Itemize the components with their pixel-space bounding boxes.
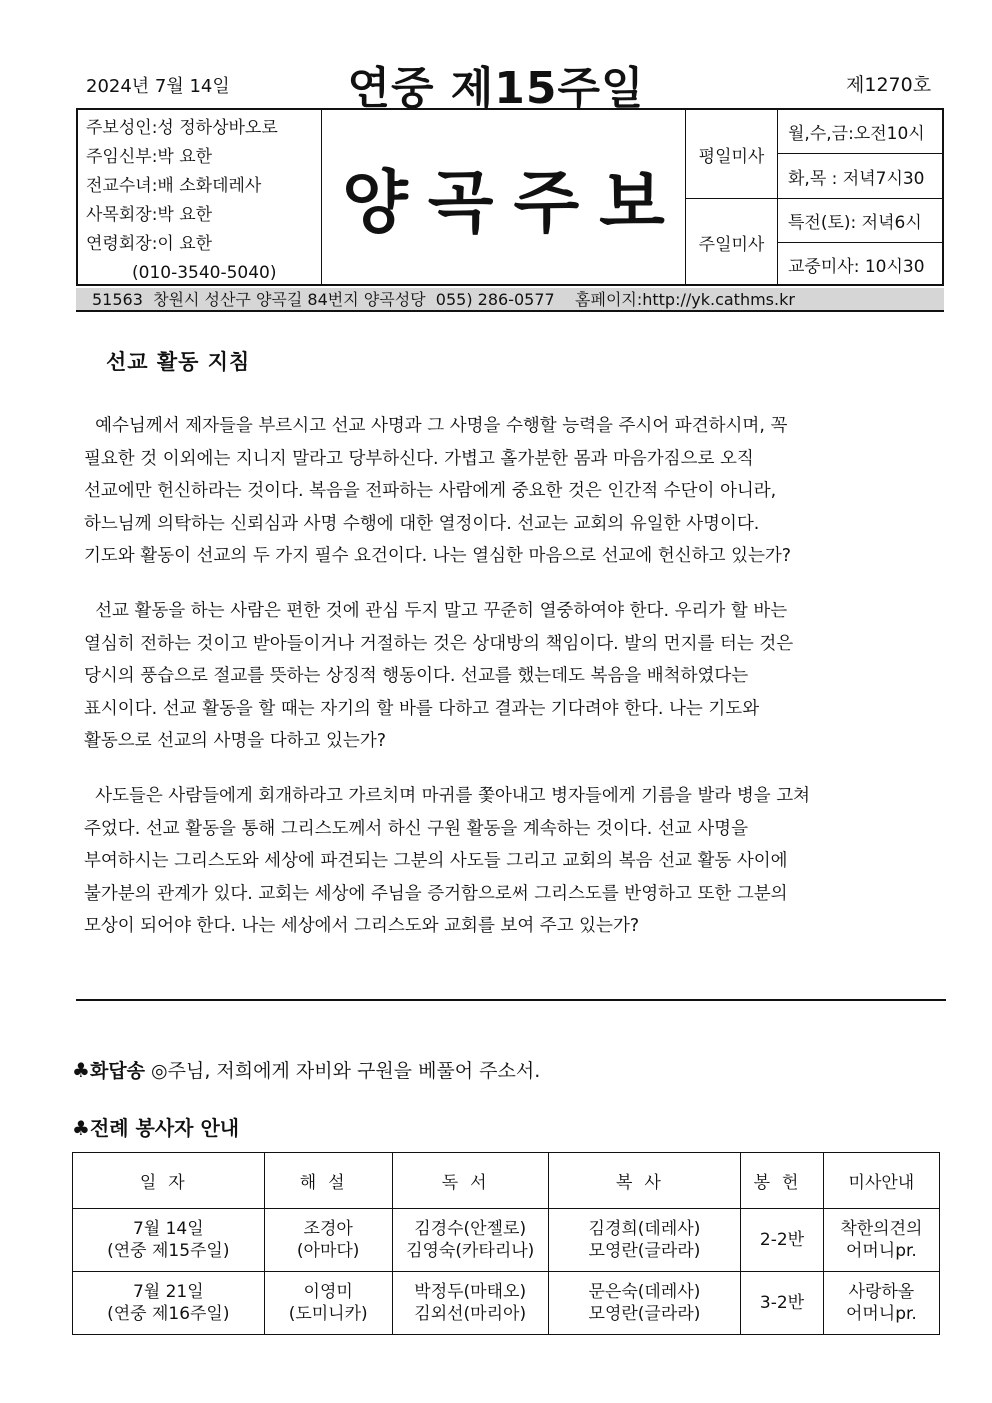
address-bar: 51563 창원시 성산구 양곡길 84번지 양곡성당 055) 286-0577 홈페이지:http://yk.cathms.kr [76,288,944,312]
paragraph-line: 활동으로 선교의 사명을 다하고 있는가? [84,731,387,751]
article-paragraph [84,410,944,573]
article-paragraph [84,595,944,758]
cell-date: 7월 21일 (연중 제16주일) [73,1272,265,1335]
responsorial-label: 화답송 [89,1060,145,1082]
bulletin-name: 양곡주보 [322,110,686,284]
responsorial-text: ◎주님, 저희에게 자비와 구원을 베풀어 주소서. [145,1060,541,1082]
table-row [73,1209,940,1272]
paragraph-line: 선교에만 헌신하라는 것이다. 복음을 전파하는 사람에게 중요한 것은 인간적 수단이 아니라, [84,481,777,501]
article-paragraph [84,780,944,943]
paragraph-line: 하느님께 의탁하는 신뢰심과 사명 수행에 대한 열정이다. 선교는 교회의 유일한 사명이다. [84,513,760,534]
staff-item: 전교수녀:배 소화데레사 [86,176,262,196]
cell-servers: 김경희(데레사) 모영란(글라라) [548,1209,741,1272]
sunday-mass-label: 주일미사 [686,199,778,286]
column-header: 미사안내 [823,1153,939,1209]
club-icon: ♣ [72,1116,90,1140]
staff-item: 연령회장:이 요한 [86,234,213,254]
staff-item: 주임신부:박 요한 [86,147,213,167]
paragraph-line: 예수님께서 제자들을 부르시고 선교 사명과 그 사명을 수행할 능력을 주시어 파견하시며, 꼭 [84,416,788,436]
table-row [73,1272,940,1335]
cell-readers: 박정두(마태오) 김외선(마리아) [392,1272,548,1335]
mass-time: 교중미사: 10시30 [788,257,925,277]
column-header: 일자 [73,1153,265,1209]
article-title: 선교 활동 지침 [106,350,251,374]
paragraph-line: 당시의 풍습으로 절교를 뜻하는 상징적 행동이다. 선교를 했는데도 복음을 배척하였다는 [84,666,749,686]
cell-commentator: 이영미 (도미니카) [264,1272,392,1335]
staff-item: 사목회장:박 요한 [86,205,213,225]
cell-commentator: 조경아 (아마다) [264,1209,392,1272]
cell-offertory: 2-2반 [741,1209,824,1272]
issue-date: 2024년 7월 14일 [86,76,230,97]
club-icon: ♣ [72,1058,90,1082]
column-header: 해설 [264,1153,392,1209]
responsorial-psalm [72,1056,540,1083]
staff-list [78,110,322,284]
roster-heading [72,1112,239,1141]
paragraph-line: 필요한 것 이외에는 지니지 말라고 당부하신다. 가볍고 홀가분한 몸과 마음가짐으로 오직 [84,448,754,469]
masthead [76,108,944,286]
cell-usher: 사랑하올 어머니pr. [823,1272,939,1335]
issue-number: 제1270호 [846,74,932,96]
column-header: 독서 [392,1153,548,1209]
table-header-row [73,1153,940,1209]
paragraph-line: 선교 활동을 하는 사람은 편한 것에 관심 두지 말고 꾸준히 열중하여야 한다. 우리가 할 바는 [84,601,788,621]
column-header: 봉헌 [741,1153,824,1209]
paragraph-line: 사도들은 사람들에게 회개하라고 가르치며 마귀를 쫓아내고 병자들에게 기름을 발라 병을 고쳐 [84,786,811,806]
paragraph-line: 주었다. 선교 활동을 통해 그리스도께서 하신 구원 활동을 계속하는 것이다. 선교 사명을 [84,818,748,839]
cell-usher: 착한의견의 어머니pr. [823,1209,939,1272]
paragraph-line: 기도와 활동이 선교의 두 가지 필수 요건이다. 나는 열심한 마음으로 선교에 헌신하고 있는가? [84,546,792,566]
weekday-mass-label: 평일미사 [686,110,778,199]
column-header: 복사 [548,1153,741,1209]
paragraph-line: 불가분의 관계가 있다. 교회는 세상에 주님을 증거함으로써 그리스도를 반영하고 또한 그분의 [84,883,788,904]
cell-servers: 문은숙(데레사) 모영란(글라라) [548,1272,741,1335]
cell-date: 7월 14일 (연중 제15주일) [73,1209,265,1272]
roster-title: 전례 봉사자 안내 [89,1116,240,1140]
mass-time: 월,수,금:오전10시 [778,110,944,154]
section-divider [76,999,946,1001]
mass-time: 특전(토): 저녁6시 [778,199,944,243]
paragraph-line: 모상이 되어야 한다. 나는 세상에서 그리스도와 교회를 보여 주고 있는가? [84,916,640,936]
paragraph-line: 부여하시는 그리스도와 세상에 파견되는 그분의 사도들 그리고 교회의 복음 선교 활동 사이에 [84,851,788,871]
paragraph-line: 표시이다. 선교 활동을 할 때는 자기의 할 바를 다하고 결과는 기다려야 한다. 나는 기도와 [84,698,760,719]
cell-offertory: 3-2반 [741,1272,824,1335]
cell-readers: 김경수(안젤로) 김영숙(카타리나) [392,1209,548,1272]
paragraph-line: 열심히 전하는 것이고 받아들이거나 거절하는 것은 상대방의 책임이다. 발의 먼지를 터는 것은 [84,633,794,654]
staff-phone: (010-3540-5040) [132,263,277,283]
page-title: 연중 제15주일 [347,63,645,114]
staff-item: 주보성인:성 정하상바오로 [86,118,278,138]
roster-table [72,1152,940,1335]
mass-time: 화,목 : 저녁7시30 [778,154,944,199]
